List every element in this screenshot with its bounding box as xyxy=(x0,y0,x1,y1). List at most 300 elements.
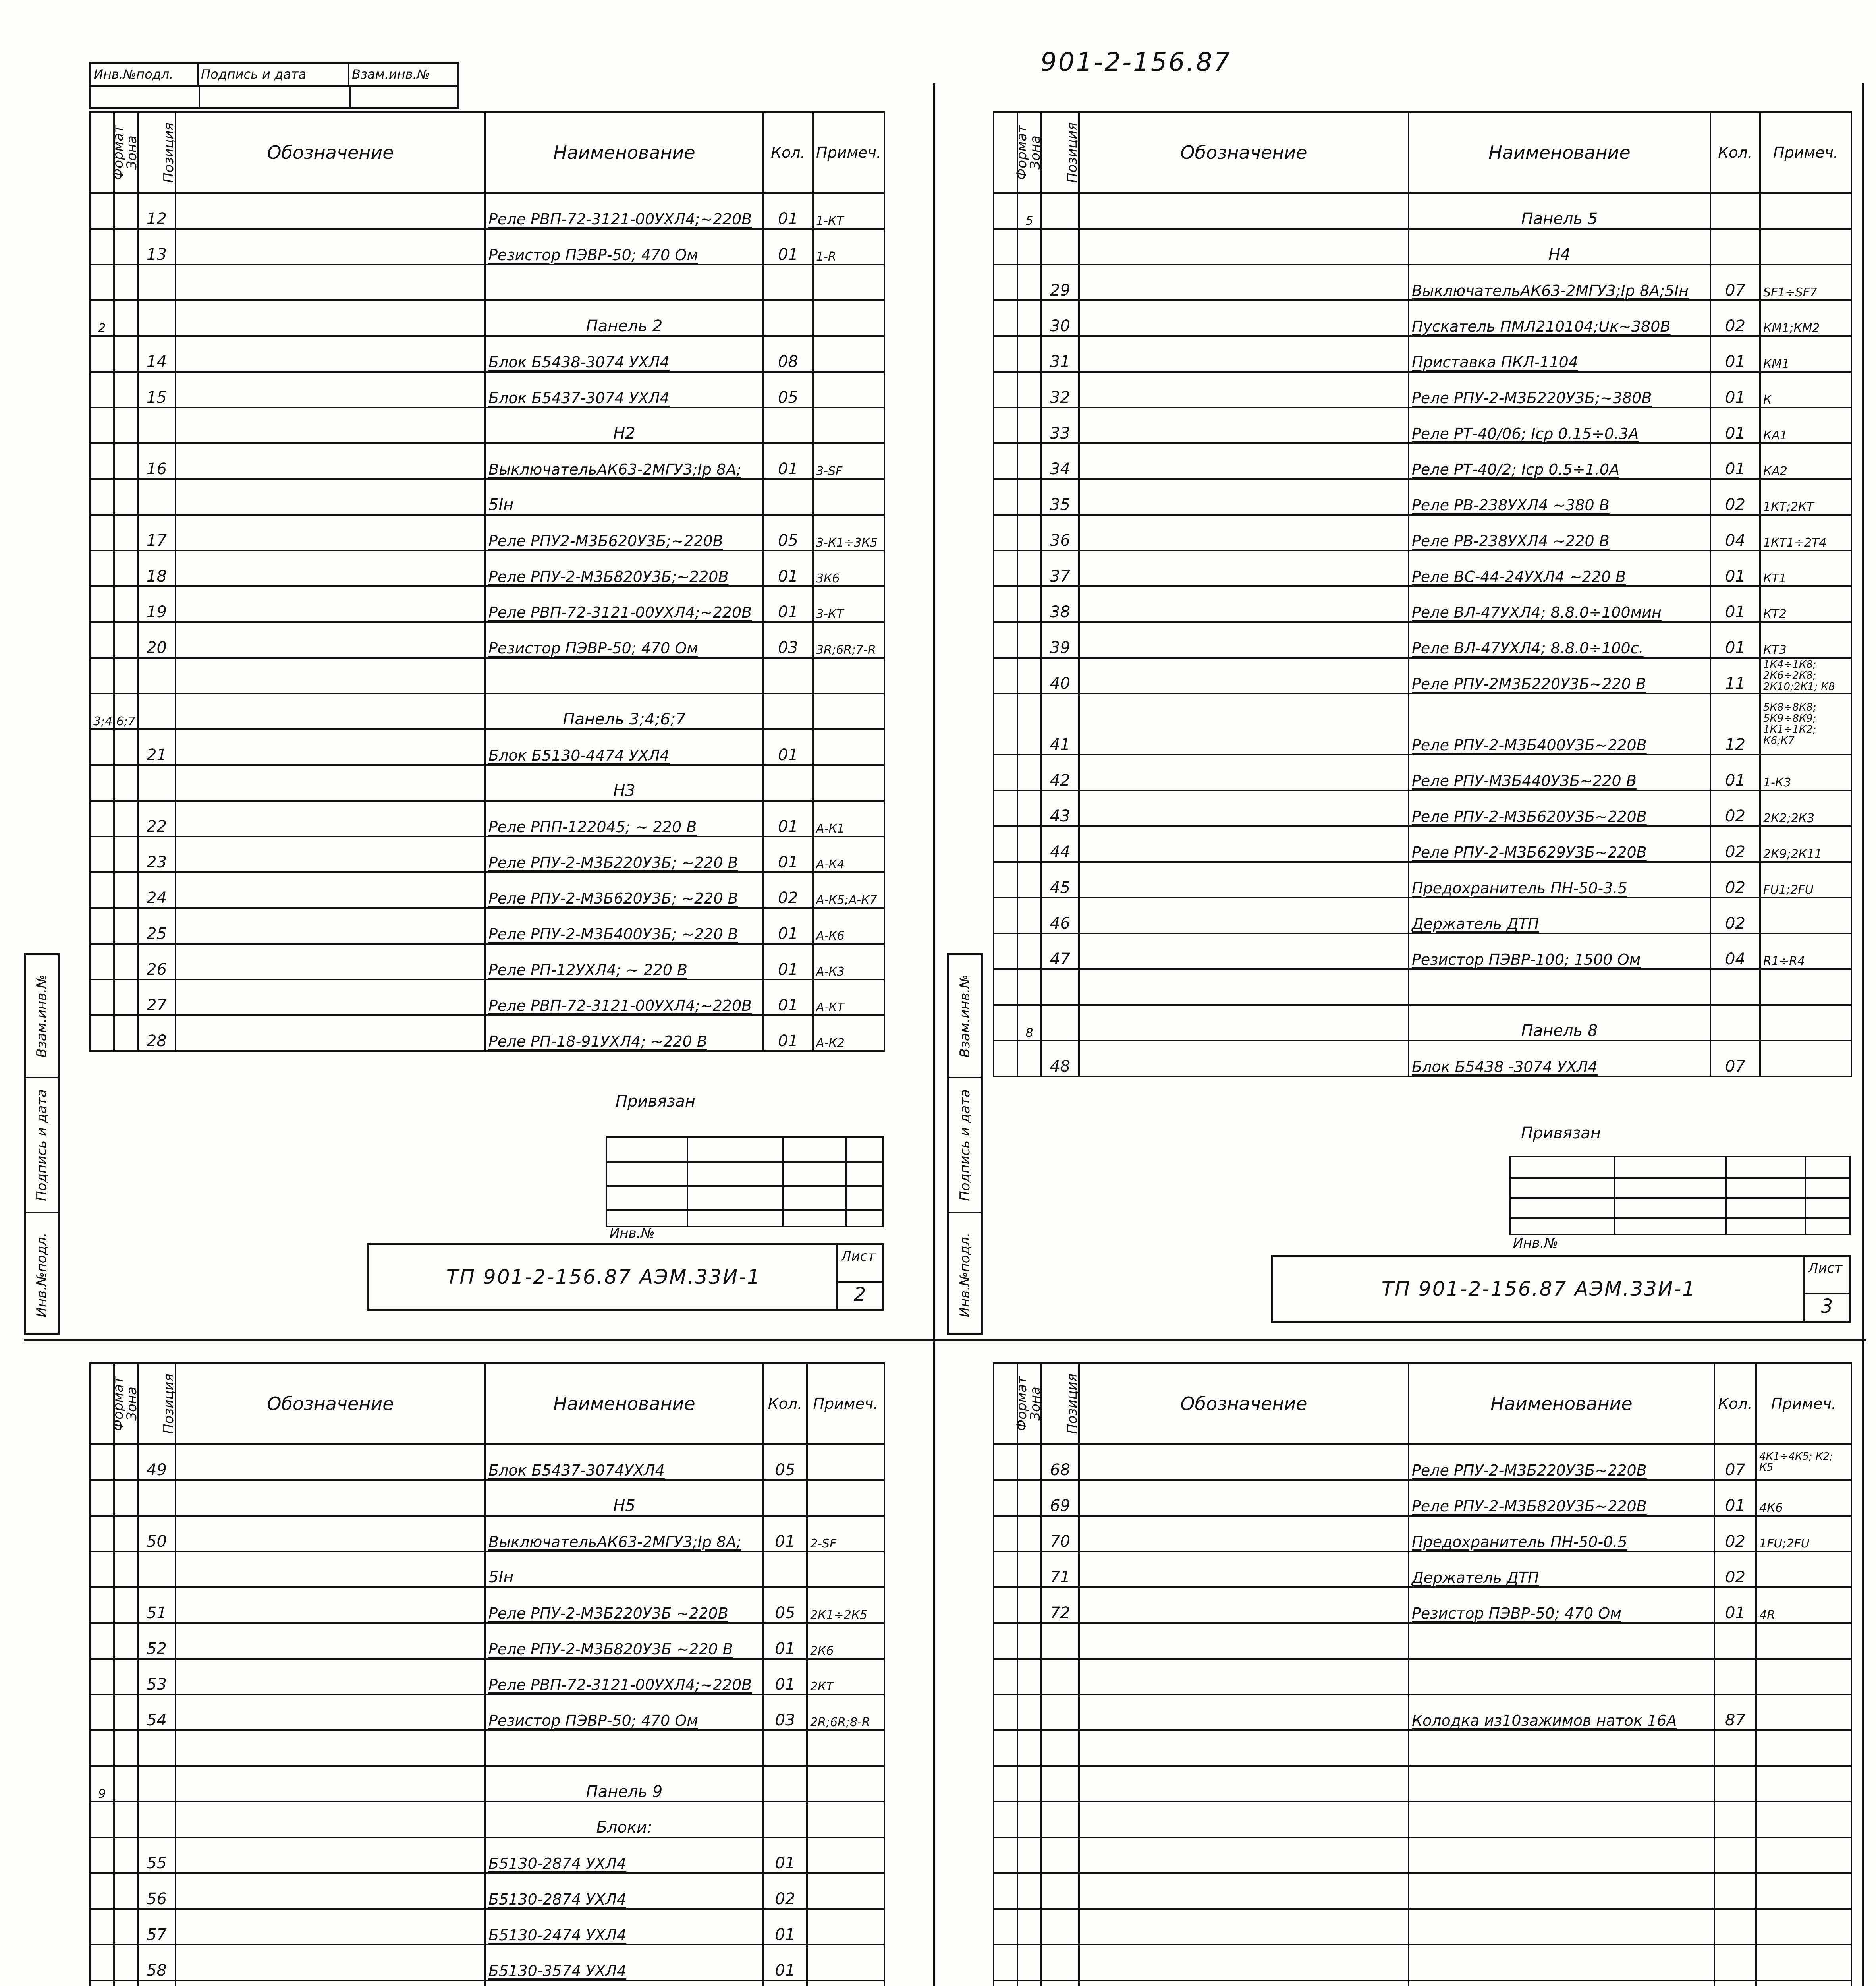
table-row xyxy=(994,1516,1851,1551)
row-name-cell: Реле РВП-72-3121-00УХЛ4;~220В xyxy=(485,979,763,1015)
table-row xyxy=(994,1005,1851,1041)
empty-row xyxy=(994,1909,1851,1945)
spec-table-sheet-2 xyxy=(89,111,885,1052)
row-qty-cell: 02 xyxy=(1714,1516,1756,1551)
row-note-cell: А-К3 xyxy=(813,944,884,979)
row-name-cell: Панель 9 xyxy=(485,1766,763,1802)
row-name-cell: Б5130-2874 УХЛ4 xyxy=(485,1837,763,1873)
row-format-cell xyxy=(90,1015,114,1051)
row-designation-cell xyxy=(176,872,485,908)
table-row xyxy=(994,336,1851,372)
row-position-cell: 19 xyxy=(138,586,176,622)
row-note-cell xyxy=(1756,1659,1851,1694)
row-designation-cell xyxy=(176,336,485,372)
row-note-cell: R1÷R4 xyxy=(1760,933,1851,969)
row-designation-cell xyxy=(176,408,485,443)
row-zone-cell xyxy=(114,1480,138,1516)
row-zone-cell xyxy=(114,1015,138,1051)
row-designation-cell xyxy=(1079,1659,1409,1694)
sidebar-sheet-3 xyxy=(947,953,983,1335)
row-name-cell: Блок Б5437-3074 УХЛ4 xyxy=(485,372,763,408)
table-row xyxy=(90,408,884,443)
row-position-cell: 43 xyxy=(1041,790,1079,826)
col-qty: Кол. xyxy=(763,1363,807,1444)
row-note-cell: КТ2 xyxy=(1760,586,1851,622)
row-note-cell xyxy=(813,729,884,765)
table-row xyxy=(90,622,884,658)
empty-cell xyxy=(1409,1766,1714,1802)
row-qty-cell: 01 xyxy=(1714,1587,1756,1623)
row-note-cell: 1-КТ xyxy=(813,193,884,229)
empty-cell xyxy=(1079,1909,1409,1945)
row-qty-cell: 01 xyxy=(763,443,813,479)
row-designation-cell xyxy=(176,515,485,551)
row-designation-cell xyxy=(176,1766,485,1802)
row-name-cell: Реле РПУ2-М3Б620У3Б;~220В xyxy=(485,515,763,551)
row-zone-cell xyxy=(1017,229,1041,265)
row-name-cell: Реле РПУ-2-М3Б220У3Б~220В xyxy=(1409,1444,1714,1480)
table-row xyxy=(90,1909,884,1945)
empty-cell xyxy=(1756,1909,1851,1945)
row-format-cell xyxy=(90,336,114,372)
row-name-cell: Реле РВ-238УХЛ4 ~380 В xyxy=(1409,479,1710,515)
row-note-cell: 2К9;2К11 xyxy=(1760,826,1851,862)
row-position-cell: 30 xyxy=(1041,300,1079,336)
table-header-row xyxy=(994,112,1851,193)
row-format-cell xyxy=(90,1480,114,1516)
empty-cell xyxy=(1041,1873,1079,1909)
row-qty-cell xyxy=(1714,1623,1756,1659)
row-name-cell: Реле РПУ-2-М3Б629У3Б~220В xyxy=(1409,826,1710,862)
row-name-cell: ВыключательАК63-2МГУ3;Iр 8А;5Iн xyxy=(1409,265,1710,300)
row-qty-cell: 01 xyxy=(763,944,813,979)
row-designation-cell xyxy=(1079,1041,1409,1076)
row-zone-cell xyxy=(1017,336,1041,372)
table-row xyxy=(994,1587,1851,1623)
row-qty-cell: 01 xyxy=(1710,622,1760,658)
row-designation-cell xyxy=(1079,1005,1409,1041)
col-name: Наименование xyxy=(485,1363,763,1444)
empty-cell xyxy=(1409,1730,1714,1766)
row-qty-cell xyxy=(763,1802,807,1837)
row-qty-cell: 01 xyxy=(763,979,813,1015)
row-name-cell: Панель 5 xyxy=(1409,193,1710,229)
row-format-cell xyxy=(994,1659,1017,1694)
row-designation-cell xyxy=(176,1516,485,1551)
row-qty-cell: 01 xyxy=(1710,443,1760,479)
col-designation: Обозначение xyxy=(1079,112,1409,193)
inv-no-label: Инв.№ xyxy=(610,1225,655,1241)
spec-table-sheet-3 xyxy=(993,111,1852,1077)
empty-cell xyxy=(1756,1945,1851,1980)
row-designation-cell xyxy=(176,765,485,801)
row-position-cell: 23 xyxy=(138,837,176,872)
empty-cell xyxy=(1017,1945,1041,1980)
row-zone-cell xyxy=(1017,694,1041,755)
row-qty-cell: 02 xyxy=(1710,790,1760,826)
row-note-cell xyxy=(807,1730,884,1766)
title-code-box xyxy=(367,1243,884,1311)
row-position-cell: 36 xyxy=(1041,515,1079,551)
inv-no-label: Инв.№ xyxy=(1513,1235,1558,1251)
col-format: Формат xyxy=(90,112,114,193)
row-qty-cell: 01 xyxy=(1710,336,1760,372)
col-designation: Обозначение xyxy=(176,1363,485,1444)
row-designation-cell xyxy=(1079,622,1409,658)
row-name-cell: Реле РТ-40/2; Iср 0.5÷1.0А xyxy=(1409,443,1710,479)
row-format-cell xyxy=(90,586,114,622)
table-header-row xyxy=(90,112,884,193)
col-position: Позиция xyxy=(138,1363,176,1444)
row-qty-cell: 01 xyxy=(763,1909,807,1945)
row-designation-cell xyxy=(176,729,485,765)
row-format-cell xyxy=(994,1694,1017,1730)
row-designation-cell xyxy=(176,1802,485,1837)
empty-cell xyxy=(1409,1802,1714,1837)
row-designation-cell xyxy=(176,1623,485,1659)
row-position-cell: 56 xyxy=(138,1873,176,1909)
table-row xyxy=(994,755,1851,790)
empty-cell xyxy=(1079,1730,1409,1766)
row-zone-cell xyxy=(1017,1659,1041,1694)
empty-cell xyxy=(1017,1980,1041,1986)
row-format-cell xyxy=(90,515,114,551)
row-zone-cell xyxy=(114,193,138,229)
table-row xyxy=(994,1551,1851,1587)
row-name-cell: Н2 xyxy=(485,408,763,443)
side-sign-label: Подпись и дата xyxy=(34,1089,50,1201)
table-row xyxy=(90,1480,884,1516)
row-name-cell: Приставка ПКЛ-1104 xyxy=(1409,336,1710,372)
row-format-cell xyxy=(994,933,1017,969)
row-name-cell: Пускатель ПМЛ210104;Uк~380В xyxy=(1409,300,1710,336)
table-row xyxy=(994,300,1851,336)
row-zone-cell xyxy=(1017,515,1041,551)
row-format-cell xyxy=(90,944,114,979)
row-name-cell: Реле РВП-72-3121-00УХЛ4;~220В xyxy=(485,1659,763,1694)
row-zone-cell xyxy=(1017,862,1041,898)
row-zone-cell xyxy=(114,837,138,872)
row-zone-cell xyxy=(1017,1587,1041,1623)
table-row xyxy=(994,265,1851,300)
table-row xyxy=(90,551,884,586)
row-name-cell: Реле РПУ-2-М3Б220У3Б;~380В xyxy=(1409,372,1710,408)
row-qty-cell: 01 xyxy=(763,729,813,765)
sheet-number: 2 xyxy=(838,1281,882,1306)
empty-cell xyxy=(1017,1730,1041,1766)
row-zone-cell xyxy=(114,1802,138,1837)
row-format-cell xyxy=(994,300,1017,336)
row-position-cell: 41 xyxy=(1041,694,1079,755)
col-designation: Обозначение xyxy=(1079,1363,1409,1444)
row-note-cell xyxy=(813,408,884,443)
row-name-cell: 5Iн xyxy=(485,479,763,515)
row-position-cell xyxy=(138,1551,176,1587)
empty-row xyxy=(994,1730,1851,1766)
row-qty-cell xyxy=(763,479,813,515)
empty-cell xyxy=(1714,1873,1756,1909)
row-note-cell: FU1;2FU xyxy=(1760,862,1851,898)
row-qty-cell: 01 xyxy=(1714,1480,1756,1516)
privyazan-label: Привязан xyxy=(1521,1124,1601,1142)
row-designation-cell xyxy=(176,944,485,979)
table-row xyxy=(90,372,884,408)
row-format-cell xyxy=(994,443,1017,479)
row-qty-cell: 07 xyxy=(1710,1041,1760,1076)
privyazan-label: Привязан xyxy=(616,1092,696,1111)
row-name-cell: Реле ВС-44-24УХЛ4 ~220 В xyxy=(1409,551,1710,586)
col-zone: Зона xyxy=(1017,1363,1041,1444)
row-qty-cell: 02 xyxy=(763,1873,807,1909)
title-block-sheet-3 xyxy=(993,1120,1851,1339)
side-vzam-label: Взам.инв.№ xyxy=(957,974,973,1058)
row-note-cell xyxy=(813,694,884,729)
row-format-cell xyxy=(994,969,1017,1005)
row-designation-cell xyxy=(1079,1516,1409,1551)
row-designation-cell xyxy=(176,908,485,944)
row-note-cell xyxy=(807,1802,884,1837)
row-name-cell: Реле РПУ-2-М3Б820У3Б ~220 В xyxy=(485,1623,763,1659)
row-zone-cell xyxy=(114,372,138,408)
row-note-cell: 2-SF xyxy=(807,1516,884,1551)
row-qty-cell: 01 xyxy=(763,1623,807,1659)
row-qty-cell: 02 xyxy=(1710,826,1760,862)
col-qty: Кол. xyxy=(1710,112,1760,193)
row-format-cell xyxy=(994,586,1017,622)
row-position-cell xyxy=(1041,1623,1079,1659)
table-row xyxy=(90,479,884,515)
row-zone-cell xyxy=(1017,300,1041,336)
row-qty-cell: 01 xyxy=(763,551,813,586)
table-row xyxy=(994,790,1851,826)
row-name-cell: Н5 xyxy=(485,1480,763,1516)
row-note-cell xyxy=(1760,898,1851,933)
col-format: Формат xyxy=(994,112,1017,193)
row-position-cell xyxy=(138,479,176,515)
row-name-cell xyxy=(485,1730,763,1766)
row-format-cell xyxy=(90,1587,114,1623)
row-zone-cell xyxy=(1017,1516,1041,1551)
row-zone-cell: 8 xyxy=(1017,1005,1041,1041)
row-note-cell: КТ3 xyxy=(1760,622,1851,658)
empty-cell xyxy=(1756,1802,1851,1837)
row-note-cell: А-К5;А-К7 xyxy=(813,872,884,908)
document-number: 901-2-156.87 xyxy=(1040,48,1231,77)
table-row xyxy=(994,1444,1851,1480)
row-format-cell xyxy=(90,837,114,872)
row-name-cell: Резистор ПЭВР-50; 470 Ом xyxy=(485,1694,763,1730)
row-name-cell xyxy=(1409,1623,1714,1659)
empty-row xyxy=(994,1837,1851,1873)
row-zone-cell xyxy=(1017,755,1041,790)
row-position-cell: 68 xyxy=(1041,1444,1079,1480)
empty-cell xyxy=(1041,1909,1079,1945)
row-position-cell xyxy=(1041,1005,1079,1041)
row-designation-cell xyxy=(176,837,485,872)
sheet-3 xyxy=(993,111,1851,1339)
row-designation-cell xyxy=(1079,658,1409,694)
row-zone-cell xyxy=(114,765,138,801)
sidebar-sheet-2 xyxy=(24,953,60,1335)
row-note-cell: А-К6 xyxy=(813,908,884,944)
row-note-cell xyxy=(807,1837,884,1873)
row-name-cell: Держатель ДТП xyxy=(1409,898,1710,933)
col-position: Позиция xyxy=(1041,1363,1079,1444)
empty-cell xyxy=(1409,1945,1714,1980)
row-qty-cell: 01 xyxy=(1710,408,1760,443)
row-note-cell: 2К1÷2К5 xyxy=(807,1587,884,1623)
side-inv-label: Инв.№подл. xyxy=(957,1233,973,1318)
row-name-cell: Колодка из10зажимов наток 16А xyxy=(1409,1694,1714,1730)
empty-cell xyxy=(1017,1837,1041,1873)
row-position-cell xyxy=(138,694,176,729)
row-zone-cell xyxy=(114,801,138,837)
row-name-cell: Держатель ДТП xyxy=(1409,1551,1714,1587)
empty-cell xyxy=(994,1802,1017,1837)
row-position-cell xyxy=(1041,193,1079,229)
row-note-cell: 2R;6R;8-R xyxy=(807,1694,884,1730)
row-position-cell: 39 xyxy=(1041,622,1079,658)
row-zone-cell xyxy=(114,479,138,515)
row-designation-cell xyxy=(176,1694,485,1730)
row-note-cell xyxy=(1760,969,1851,1005)
row-format-cell xyxy=(994,862,1017,898)
row-name-cell: Реле РП-18-91УХЛ4; ~220 В xyxy=(485,1015,763,1051)
row-format-cell xyxy=(90,1909,114,1945)
table-row xyxy=(90,908,884,944)
table-row xyxy=(90,872,884,908)
row-zone-cell xyxy=(114,1909,138,1945)
empty-row xyxy=(994,1802,1851,1837)
row-zone-cell xyxy=(114,872,138,908)
empty-cell xyxy=(1017,1766,1041,1802)
row-position-cell xyxy=(1041,229,1079,265)
row-zone-cell xyxy=(1017,1480,1041,1516)
row-qty-cell: 02 xyxy=(763,872,813,908)
row-note-cell: 3R;6R;7-R xyxy=(813,622,884,658)
row-format-cell: 2 xyxy=(90,300,114,336)
row-qty-cell: 01 xyxy=(763,1015,813,1051)
row-qty-cell: 01 xyxy=(763,586,813,622)
table-row xyxy=(90,193,884,229)
table-row xyxy=(90,944,884,979)
row-zone-cell xyxy=(1017,933,1041,969)
row-zone-cell xyxy=(114,1980,138,1986)
row-note-cell xyxy=(813,765,884,801)
row-zone-cell xyxy=(1017,1551,1041,1587)
row-format-cell xyxy=(90,479,114,515)
row-designation-cell xyxy=(176,229,485,265)
row-position-cell: 14 xyxy=(138,336,176,372)
row-name-cell: ВыключательАК63-2МГУ3;Iр 8А; xyxy=(485,1516,763,1551)
sheet-4 xyxy=(89,1362,884,1986)
row-position-cell xyxy=(138,765,176,801)
row-designation-cell xyxy=(176,551,485,586)
side-sign-label: Подпись и дата xyxy=(957,1089,973,1201)
empty-cell xyxy=(1079,1837,1409,1873)
row-format-cell xyxy=(90,1873,114,1909)
row-qty-cell: 01 xyxy=(763,193,813,229)
empty-cell xyxy=(1409,1980,1714,1986)
table-row xyxy=(90,765,884,801)
row-format-cell xyxy=(994,622,1017,658)
privyazan-grid xyxy=(606,1136,884,1227)
empty-cell xyxy=(1756,1837,1851,1873)
row-designation-cell xyxy=(1079,826,1409,862)
table-row xyxy=(994,479,1851,515)
row-designation-cell xyxy=(176,300,485,336)
row-name-cell: Реле РТ-40/06; Iср 0.15÷0.3А xyxy=(1409,408,1710,443)
empty-cell xyxy=(1079,1873,1409,1909)
table-row xyxy=(90,1587,884,1623)
row-position-cell: 20 xyxy=(138,622,176,658)
table-row xyxy=(90,1623,884,1659)
row-format-cell xyxy=(994,1516,1017,1551)
stamp-sign-label: Подпись и дата xyxy=(199,64,349,85)
row-name-cell: Реле РПУ-2М3Б220У3Б~220 В xyxy=(1409,658,1710,694)
row-note-cell xyxy=(1760,229,1851,265)
row-note-cell: 2КТ xyxy=(807,1659,884,1694)
empty-cell xyxy=(1714,1837,1756,1873)
row-designation-cell xyxy=(176,1945,485,1980)
row-format-cell xyxy=(994,1480,1017,1516)
row-zone-cell xyxy=(114,944,138,979)
row-name-cell xyxy=(1409,969,1710,1005)
col-qty: Кол. xyxy=(1714,1363,1756,1444)
table-row xyxy=(90,336,884,372)
row-position-cell: 27 xyxy=(138,979,176,1015)
row-zone-cell xyxy=(114,300,138,336)
table-row xyxy=(90,1766,884,1802)
col-note: Примеч. xyxy=(1756,1363,1851,1444)
table-row xyxy=(994,193,1851,229)
row-designation-cell xyxy=(176,658,485,694)
table-row xyxy=(994,443,1851,479)
row-note-cell xyxy=(807,1444,884,1480)
row-zone-cell xyxy=(114,1587,138,1623)
empty-cell xyxy=(1041,1945,1079,1980)
row-note-cell: 1FU;2FU xyxy=(1756,1516,1851,1551)
table-row xyxy=(90,801,884,837)
table-header-row xyxy=(90,1363,884,1444)
row-zone-cell xyxy=(1017,265,1041,300)
row-note-cell xyxy=(1756,1551,1851,1587)
row-name-cell: Блоки: xyxy=(485,1802,763,1837)
row-note-cell: А-К4 xyxy=(813,837,884,872)
row-designation-cell xyxy=(176,979,485,1015)
row-qty-cell: 03 xyxy=(763,1694,807,1730)
col-name: Наименование xyxy=(1409,112,1710,193)
row-format-cell xyxy=(90,265,114,300)
row-position-cell: 50 xyxy=(138,1516,176,1551)
row-format-cell: 9 xyxy=(90,1766,114,1802)
row-designation-cell xyxy=(1079,1623,1409,1659)
row-name-cell: Реле РВП-72-3121-00УХЛ4;~220В xyxy=(485,193,763,229)
row-position-cell: 49 xyxy=(138,1444,176,1480)
sheet-code: ТП 901-2-156.87 АЭМ.33И-1 xyxy=(1381,1277,1697,1300)
row-designation-cell xyxy=(176,372,485,408)
row-format-cell xyxy=(90,658,114,694)
row-name-cell xyxy=(485,1980,763,1986)
row-designation-cell xyxy=(1079,790,1409,826)
table-row xyxy=(994,862,1851,898)
row-position-cell: 40 xyxy=(1041,658,1079,694)
empty-cell xyxy=(1041,1802,1079,1837)
sheet-label: Лист xyxy=(841,1248,876,1264)
row-position-cell: 42 xyxy=(1041,755,1079,790)
row-format-cell xyxy=(994,479,1017,515)
row-designation-cell xyxy=(176,622,485,658)
